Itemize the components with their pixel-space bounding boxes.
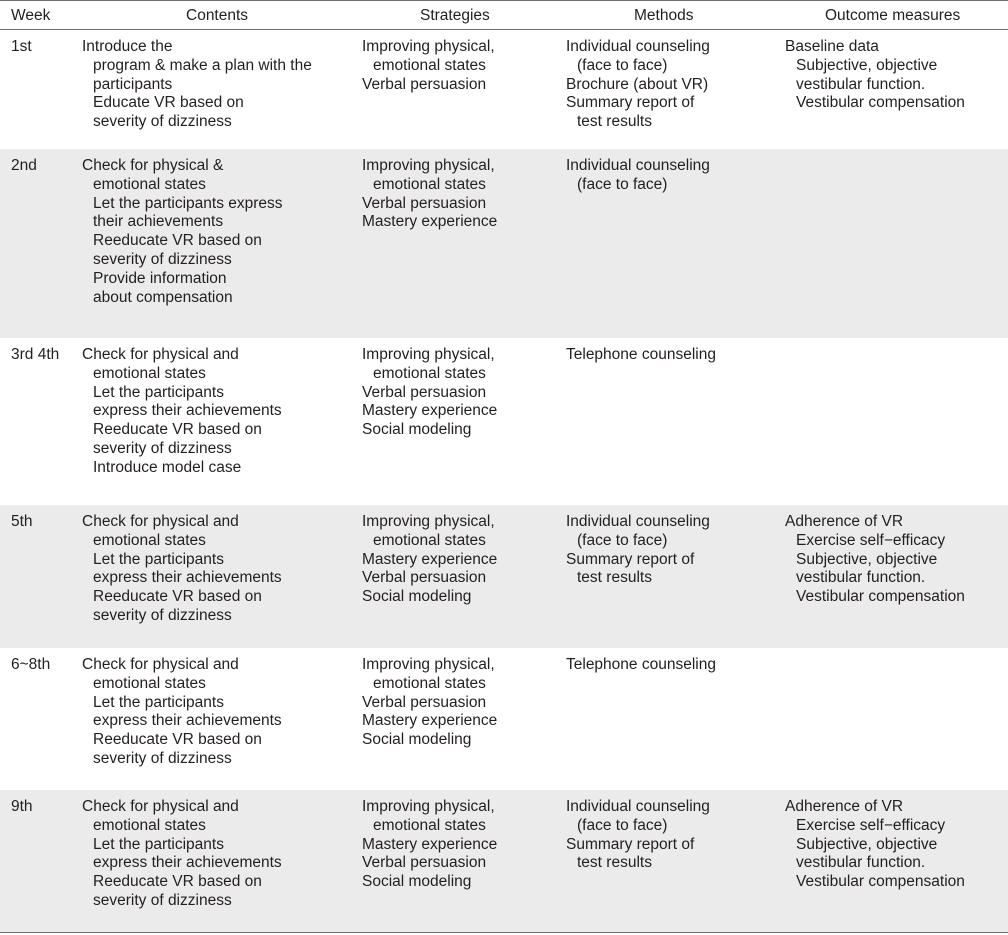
- contents-line: program & make a plan with the: [93, 56, 312, 74]
- methods-cell: [566, 157, 710, 195]
- strategies-line: Verbal persuasion: [362, 194, 487, 212]
- table-row: [0, 149, 1008, 338]
- outcomes-line: Subjective, objective: [796, 550, 938, 568]
- contents-line: Reeducate VR based on: [93, 731, 262, 749]
- outcomes-line: Exercise self−efficacy: [796, 816, 946, 834]
- methods-line: (face to face): [577, 175, 668, 193]
- week-label: 5th: [11, 513, 33, 530]
- strategies-cell: [362, 798, 497, 892]
- strategies-line: Mastery experience: [362, 213, 498, 231]
- week-cell: [11, 38, 32, 57]
- contents-line: express their achievements: [93, 569, 282, 587]
- contents-line: about compensation: [93, 288, 233, 306]
- strategies-line: emotional states: [373, 175, 486, 193]
- strategies-line: Mastery experience: [362, 835, 498, 853]
- strategies-line: Mastery experience: [362, 712, 498, 730]
- contents-line: Check for physical and: [82, 513, 239, 530]
- table-row: [0, 338, 1008, 505]
- table-header: [0, 0, 1008, 30]
- methods-line: Individual counseling: [566, 798, 710, 815]
- contents-line: Let the participants express: [93, 194, 283, 212]
- methods-line: Telephone counseling: [566, 656, 716, 673]
- header-strategies: Strategies: [420, 7, 490, 24]
- strategies-cell: [362, 656, 497, 750]
- strategies-line: Improving physical,: [362, 38, 495, 55]
- table-row: [0, 30, 1008, 149]
- methods-cell: [566, 346, 716, 365]
- table-row: [0, 790, 1008, 932]
- outcomes-line: Vestibular compensation: [796, 873, 965, 891]
- header-week: Week: [11, 7, 51, 24]
- contents-line: Reeducate VR based on: [93, 873, 262, 891]
- contents-line: Reeducate VR based on: [93, 588, 262, 606]
- methods-line: (face to face): [577, 56, 668, 74]
- contents-line: Introduce the: [82, 38, 173, 55]
- week-label: 6~8th: [11, 656, 51, 673]
- outcomes-line: vestibular function.: [796, 854, 926, 872]
- strategies-line: Mastery experience: [362, 550, 498, 568]
- outcomes-line: vestibular function.: [796, 569, 926, 587]
- outcome-measures-cell: [785, 798, 965, 892]
- contents-line: severity of dizziness: [93, 606, 232, 624]
- strategies-line: emotional states: [373, 364, 486, 382]
- strategies-line: emotional states: [373, 56, 486, 74]
- methods-line: (face to face): [577, 816, 668, 834]
- methods-line: Telephone counseling: [566, 346, 716, 363]
- outcomes-line: Adherence of VR: [785, 513, 904, 530]
- strategies-line: Social modeling: [362, 731, 472, 749]
- strategies-cell: [362, 346, 497, 440]
- methods-line: Summary report of: [566, 94, 695, 112]
- strategies-line: Improving physical,: [362, 513, 495, 530]
- outcome-measures-cell: [785, 38, 965, 113]
- contents-cell: [82, 157, 283, 307]
- week-label: 3rd 4th: [11, 346, 60, 363]
- contents-line: Let the participants: [93, 550, 224, 568]
- contents-line: severity of dizziness: [93, 891, 232, 909]
- contents-line: Check for physical and: [82, 656, 239, 673]
- outcomes-line: Vestibular compensation: [796, 94, 965, 112]
- week-cell: [11, 656, 50, 675]
- table-row: [0, 505, 1008, 648]
- strategies-cell: [362, 38, 495, 94]
- contents-line: Let the participants: [93, 383, 224, 401]
- contents-line: Reeducate VR based on: [93, 232, 262, 250]
- contents-line: Check for physical &: [82, 157, 224, 174]
- outcomes-line: Baseline data: [785, 38, 879, 55]
- contents-line: Check for physical and: [82, 346, 239, 363]
- strategies-cell: [362, 157, 497, 232]
- methods-cell: [566, 798, 710, 873]
- methods-line: Summary report of: [566, 835, 695, 853]
- strategies-line: emotional states: [373, 816, 486, 834]
- contents-line: severity of dizziness: [93, 749, 232, 767]
- outcomes-line: Adherence of VR: [785, 798, 904, 815]
- strategies-line: Improving physical,: [362, 656, 495, 673]
- contents-line: emotional states: [93, 674, 206, 692]
- strategies-line: emotional states: [373, 531, 486, 549]
- contents-line: emotional states: [93, 364, 206, 382]
- table-bottom-rule: [0, 932, 1008, 933]
- strategies-line: emotional states: [373, 674, 486, 692]
- contents-line: their achievements: [93, 213, 224, 231]
- contents-line: emotional states: [93, 531, 206, 549]
- methods-line: test results: [577, 113, 652, 131]
- contents-line: severity of dizziness: [93, 250, 232, 268]
- strategies-cell: [362, 513, 497, 607]
- contents-line: severity of dizziness: [93, 113, 232, 131]
- contents-cell: [82, 38, 312, 132]
- outcome-measures-cell: [785, 513, 965, 607]
- week-label: 2nd: [11, 157, 37, 174]
- methods-line: test results: [577, 569, 652, 587]
- strategies-line: Social modeling: [362, 421, 472, 439]
- table-row: [0, 648, 1008, 790]
- contents-line: Let the participants: [93, 835, 224, 853]
- contents-line: Check for physical and: [82, 798, 239, 815]
- methods-line: (face to face): [577, 531, 668, 549]
- contents-line: severity of dizziness: [93, 439, 232, 457]
- week-cell: [11, 346, 59, 365]
- strategies-line: Verbal persuasion: [362, 854, 487, 872]
- strategies-line: Verbal persuasion: [362, 569, 487, 587]
- contents-line: Let the participants: [93, 693, 224, 711]
- contents-line: emotional states: [93, 816, 206, 834]
- outcomes-line: vestibular function.: [796, 75, 926, 93]
- contents-line: Introduce model case: [93, 458, 242, 476]
- week-label: 9th: [11, 798, 33, 815]
- contents-line: express their achievements: [93, 402, 282, 420]
- week-cell: [11, 157, 37, 176]
- methods-line: Brochure (about VR): [566, 75, 709, 93]
- header-outcome-measures: Outcome measures: [825, 7, 961, 24]
- outcomes-line: Vestibular compensation: [796, 588, 965, 606]
- contents-line: Provide information: [93, 269, 227, 287]
- strategies-line: Verbal persuasion: [362, 75, 487, 93]
- contents-cell: [82, 513, 282, 626]
- strategies-line: Mastery experience: [362, 402, 498, 420]
- outcomes-line: Subjective, objective: [796, 56, 938, 74]
- week-cell: [11, 798, 33, 817]
- header-contents: Contents: [186, 7, 249, 24]
- methods-line: Individual counseling: [566, 513, 710, 530]
- strategies-line: Verbal persuasion: [362, 693, 487, 711]
- methods-line: Individual counseling: [566, 157, 710, 174]
- outcomes-line: Subjective, objective: [796, 835, 938, 853]
- methods-line: Summary report of: [566, 550, 695, 568]
- strategies-line: Social modeling: [362, 588, 472, 606]
- strategies-line: Social modeling: [362, 873, 472, 891]
- contents-cell: [82, 346, 282, 478]
- strategies-line: Improving physical,: [362, 798, 495, 815]
- contents-line: express their achievements: [93, 712, 282, 730]
- methods-cell: [566, 656, 716, 675]
- methods-line: test results: [577, 854, 652, 872]
- contents-cell: [82, 798, 282, 911]
- strategies-line: Improving physical,: [362, 346, 495, 363]
- week-cell: [11, 513, 33, 532]
- contents-cell: [82, 656, 282, 769]
- contents-line: participants: [93, 75, 173, 93]
- methods-line: Individual counseling: [566, 38, 710, 55]
- header-methods: Methods: [634, 7, 694, 24]
- contents-line: emotional states: [93, 175, 206, 193]
- contents-line: express their achievements: [93, 854, 282, 872]
- contents-line: Reeducate VR based on: [93, 421, 262, 439]
- contents-line: Educate VR based on: [93, 94, 244, 112]
- week-label: 1st: [11, 38, 32, 55]
- methods-cell: [566, 513, 710, 588]
- methods-cell: [566, 38, 710, 132]
- strategies-line: Verbal persuasion: [362, 383, 487, 401]
- outcomes-line: Exercise self−efficacy: [796, 531, 946, 549]
- strategies-line: Improving physical,: [362, 157, 495, 174]
